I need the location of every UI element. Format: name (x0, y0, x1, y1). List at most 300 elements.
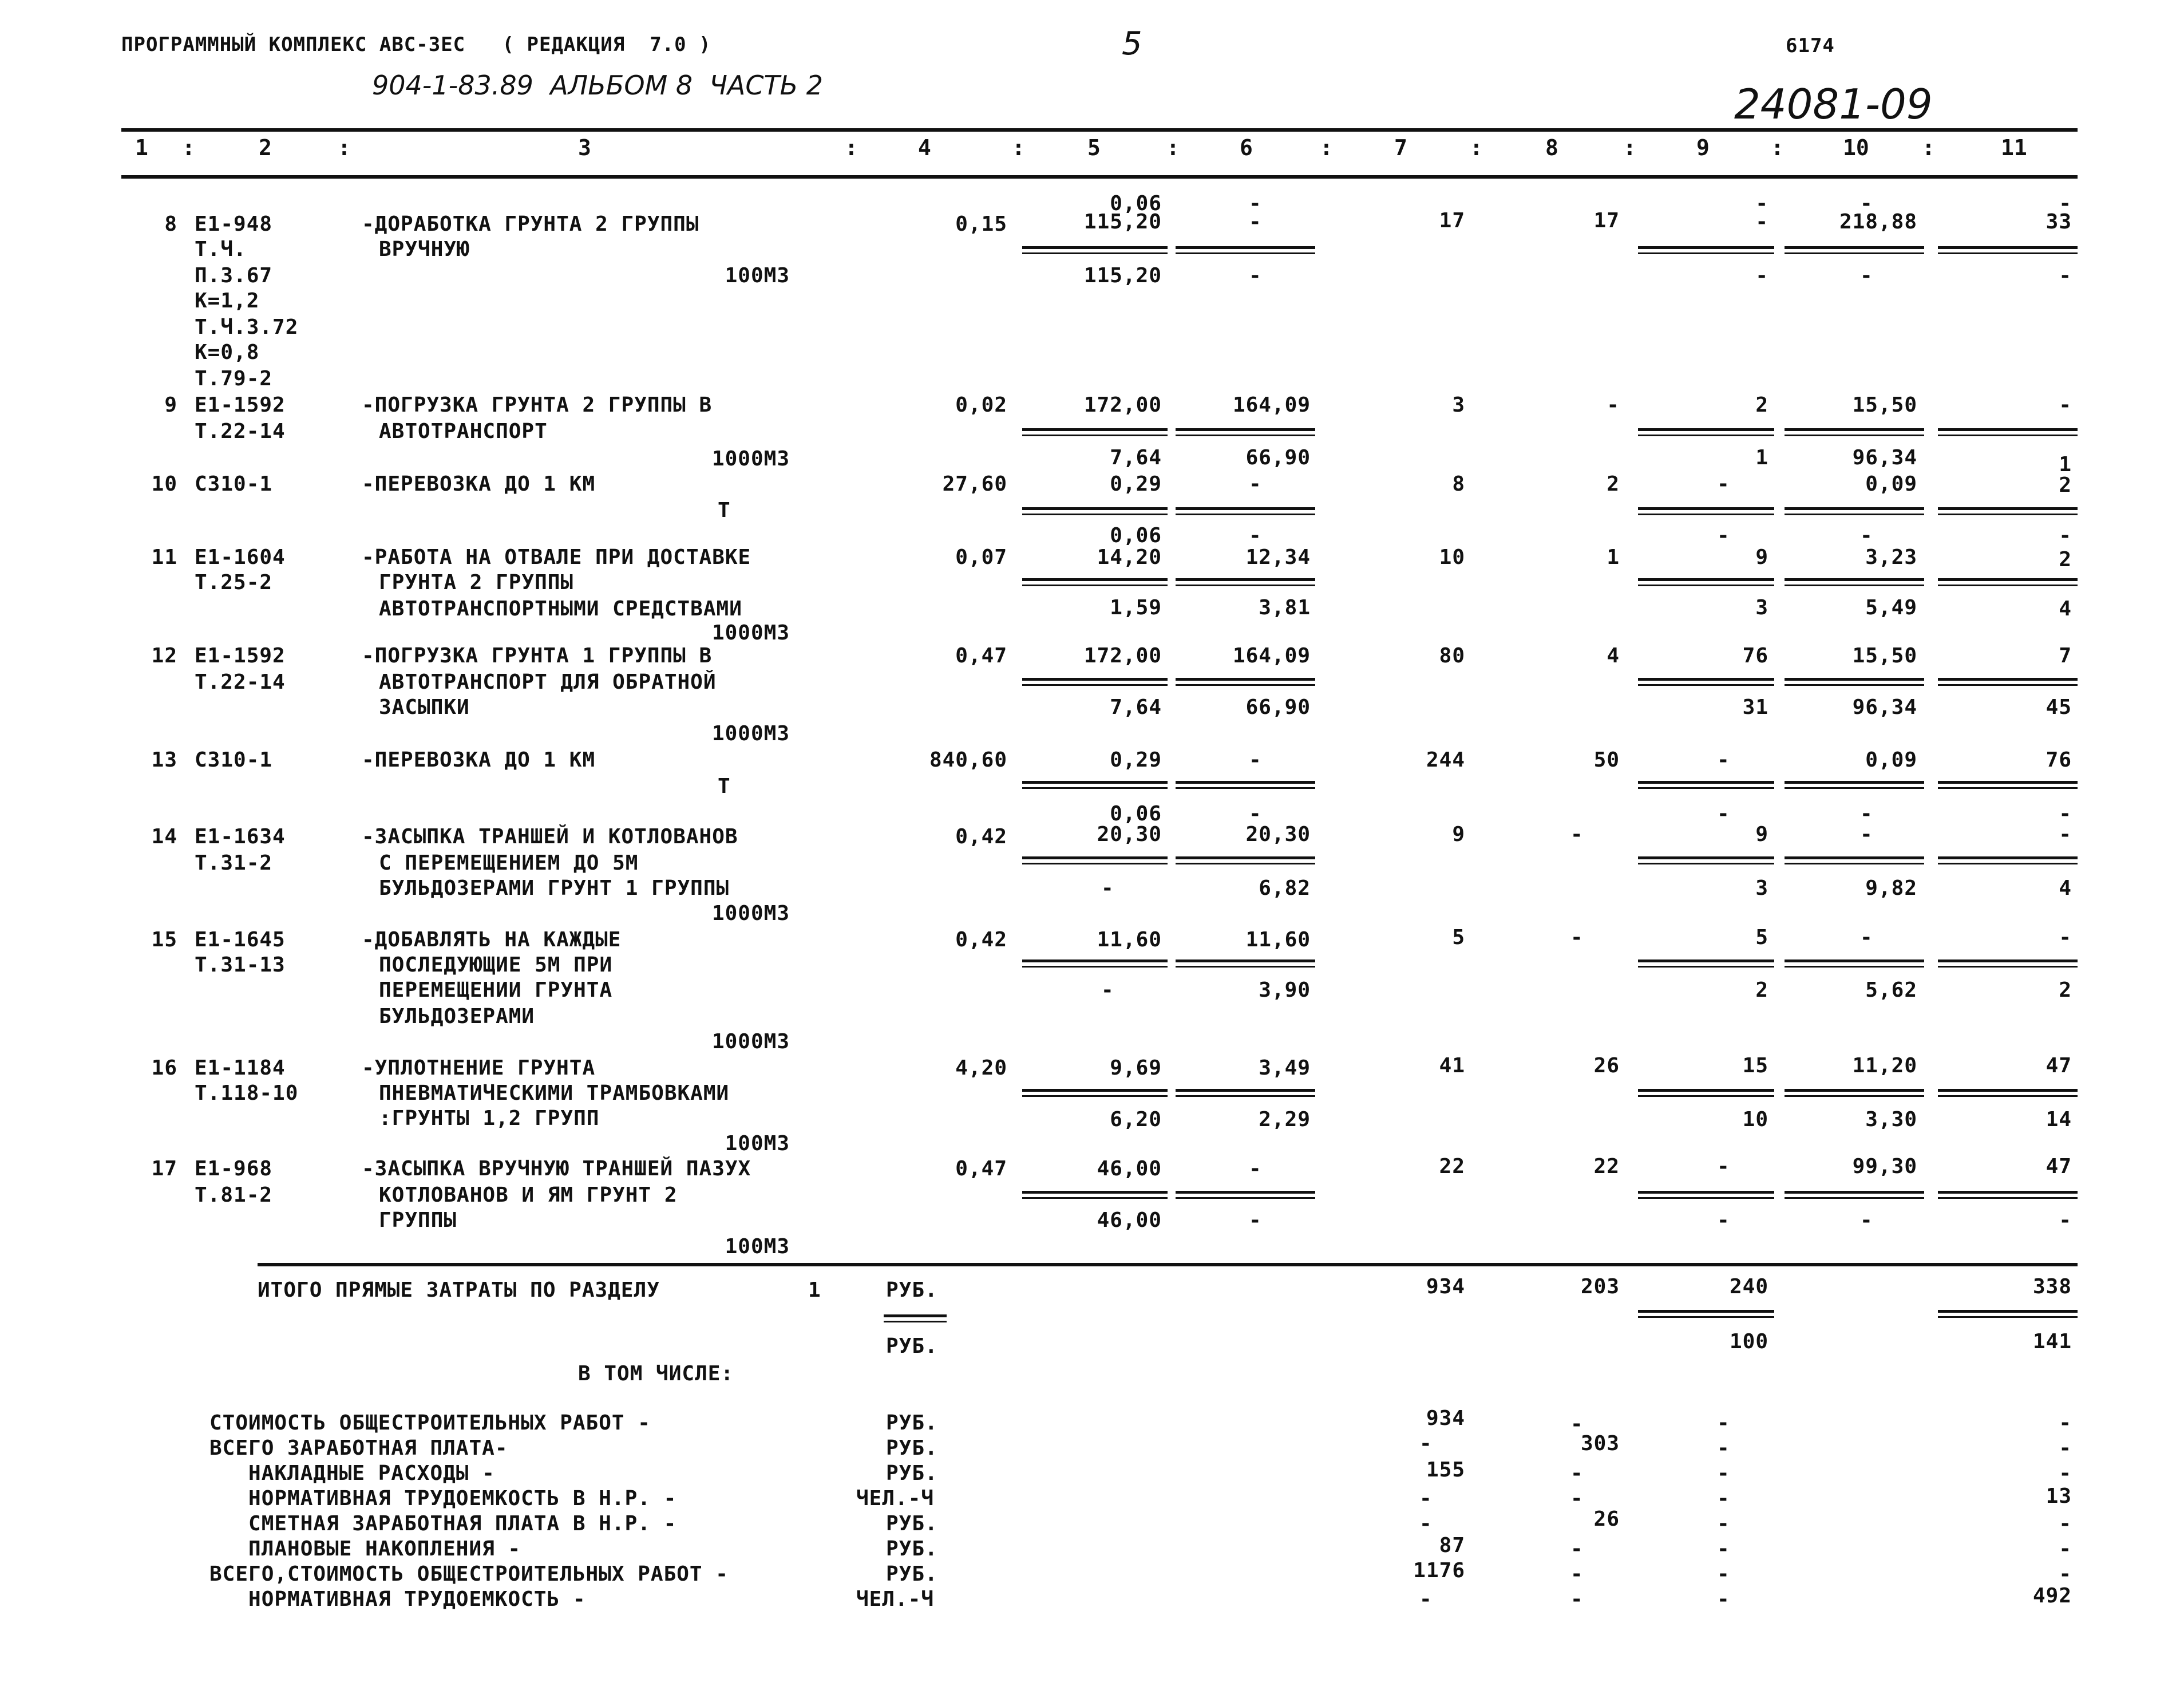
row-description: БУЛЬДОЗЕРАМИ (379, 1005, 535, 1028)
cell-underline (1176, 1089, 1315, 1097)
cell-col10: 218,88 (1839, 210, 1917, 234)
cell-col6: - (1249, 264, 1262, 287)
totals-col9: 240 (1729, 1275, 1768, 1298)
cell-col5: 20,30 (1097, 823, 1162, 846)
row-description: -РАБОТА НА ОТВАЛЕ ПРИ ДОСТАВКЕ (362, 546, 751, 569)
cell-underline (1638, 959, 1774, 968)
cell-col10: 0,09 (1865, 748, 1917, 772)
row-ref: Т.31-13 (195, 953, 286, 977)
cell-col10: - (1860, 926, 1873, 949)
row-description: -ПЕРЕВОЗКА ДО 1 КМ (362, 748, 596, 772)
row-description: КОТЛОВАНОВ И ЯМ ГРУНТ 2 (379, 1183, 678, 1207)
cell-underline (1022, 781, 1168, 789)
cell-underline (1938, 856, 2078, 864)
cell-col9: 3 (1755, 596, 1768, 619)
row-description: -УПЛОТНЕНИЕ ГРУНТА (362, 1056, 596, 1080)
summary-col11: 13 (2045, 1484, 2072, 1508)
cell-col8: - (1607, 393, 1620, 417)
cell-underline (1022, 507, 1168, 515)
row-number: 17 (151, 1157, 177, 1180)
summary-col8: - (1570, 1588, 1584, 1611)
cell-col10: - (1860, 192, 1873, 215)
row-number: 12 (151, 644, 177, 668)
cell-col11: 2 (2059, 978, 2072, 1002)
cell-col6: 66,90 (1245, 446, 1311, 469)
cell-underline (1938, 246, 2078, 254)
cell-col7: 17 (1439, 209, 1465, 232)
cell-col9: 3 (1755, 876, 1768, 900)
cell-col6: 20,30 (1245, 823, 1311, 846)
cell-col7: 244 (1426, 748, 1465, 772)
row-unit: 100М3 (725, 1132, 790, 1155)
summary-col7: - (1419, 1432, 1433, 1455)
row-ref: П.3.67 (195, 264, 273, 287)
cell-col10: 15,50 (1852, 393, 1917, 417)
cell-col6: 2,29 (1259, 1108, 1311, 1131)
row-quantity: 4,20 (955, 1056, 1007, 1080)
row-description: АВТОТРАНСПОРТНЫМИ СРЕДСТВАМИ (379, 597, 742, 621)
cell-col6: 11,60 (1245, 928, 1311, 951)
cell-underline (1022, 578, 1168, 586)
cell-col11: 4 (2059, 876, 2072, 900)
row-quantity: 0,15 (955, 212, 1007, 236)
totals-col8: 203 (1580, 1275, 1620, 1298)
cell-underline (1938, 507, 2078, 515)
row-description: -ЗАСЫПКА ТРАНШЕЙ И КОТЛОВАНОВ (362, 825, 738, 848)
summary-label: СМЕТНАЯ ЗАРАБОТНАЯ ПЛАТА В Н.Р. - (209, 1512, 677, 1535)
cell-col6: 12,34 (1245, 546, 1311, 569)
cell-col7: 41 (1439, 1054, 1465, 1077)
cell-col11: - (2059, 1209, 2072, 1232)
cell-underline (1638, 1310, 1774, 1318)
cell-underline (1938, 678, 2078, 686)
summary-col7: 1176 (1413, 1559, 1465, 1582)
cell-col5: 1,59 (1110, 596, 1162, 619)
cell-col8: 1 (1607, 546, 1620, 569)
cell-underline (1785, 781, 1924, 789)
row-unit: 100М3 (725, 264, 790, 287)
cell-underline (1022, 1089, 1168, 1097)
cell-col9: 1 (1755, 446, 1768, 469)
column-header-8: 8 (1545, 135, 1558, 160)
row-unit: 1000М3 (711, 902, 790, 925)
page-number: 5 (1122, 25, 1142, 62)
summary-col11: - (2059, 1462, 2072, 1485)
cell-col10: 3,30 (1865, 1108, 1917, 1131)
row-quantity: 0,47 (955, 1157, 1007, 1180)
column-header-4: 4 (918, 135, 931, 160)
summary-unit: РУБ. (886, 1411, 938, 1435)
totals-section: 1 (808, 1278, 821, 1302)
cell-underline (1785, 507, 1924, 515)
column-separators: : (1012, 135, 1025, 160)
cell-col8: - (1570, 823, 1584, 846)
cell-col11: 45 (2045, 696, 2072, 719)
row-unit: 1000М3 (711, 621, 790, 645)
row-description: -ПЕРЕВОЗКА ДО 1 КМ (362, 472, 596, 496)
cell-col10: 96,34 (1852, 446, 1917, 469)
cell-col6: 66,90 (1245, 696, 1311, 719)
cell-underline (1022, 428, 1168, 436)
cell-col5: 115,20 (1083, 210, 1162, 234)
cell-col5: 0,06 (1110, 524, 1162, 547)
cell-col6: - (1249, 472, 1262, 496)
cell-col11: 47 (2045, 1155, 2072, 1178)
summary-unit: РУБ. (886, 1462, 938, 1485)
row-description: :ГРУНТЫ 1,2 ГРУПП (379, 1107, 600, 1130)
cell-col11: 2 (2059, 473, 2072, 497)
row-description: -ДОБАВЛЯТЬ НА КАЖДЫЕ (362, 928, 622, 951)
cell-underline (1938, 578, 2078, 586)
cell-col11: 47 (2045, 1054, 2072, 1077)
cell-underline (1785, 578, 1924, 586)
cell-col6: - (1249, 192, 1262, 215)
summary-col11: - (2059, 1411, 2072, 1435)
row-code: E1-1184 (195, 1056, 286, 1080)
cell-underline (1785, 856, 1924, 864)
summary-col8: - (1570, 1537, 1584, 1561)
summary-col9: - (1717, 1487, 1730, 1510)
row-ref: Т.79-2 (195, 367, 273, 390)
cell-col11: - (2059, 264, 2072, 287)
cell-col11: 14 (2045, 1108, 2072, 1131)
cell-col8: 50 (1593, 748, 1620, 772)
cell-underline (1176, 856, 1315, 864)
row-quantity: 0,02 (955, 393, 1007, 417)
cell-underline (1638, 781, 1774, 789)
row-unit: 100М3 (725, 1235, 790, 1258)
column-separators: : (1470, 135, 1483, 160)
cell-col6: 164,09 (1232, 393, 1311, 417)
cell-underline (1176, 246, 1315, 254)
row-code: E1-968 (195, 1157, 273, 1180)
cell-col9: - (1717, 748, 1730, 772)
summary-col7: 155 (1426, 1458, 1465, 1482)
cell-col5: 0,29 (1110, 748, 1162, 772)
cell-col6: 3,81 (1259, 596, 1311, 619)
row-unit: Т (718, 775, 731, 798)
column-separators: : (182, 135, 195, 160)
cell-col6: - (1249, 1209, 1262, 1232)
row-ref: Т.22-14 (195, 670, 286, 694)
cell-underline (1638, 507, 1774, 515)
row-number: 16 (151, 1056, 177, 1080)
row-ref: К=1,2 (195, 289, 260, 313)
row-description: БУЛЬДОЗЕРАМИ ГРУНТ 1 ГРУППЫ (379, 876, 730, 900)
cell-col5: 0,29 (1110, 472, 1162, 496)
summary-col9: - (1717, 1537, 1730, 1561)
cell-underline (1176, 678, 1315, 686)
cell-col5: 172,00 (1083, 393, 1162, 417)
header-bottom-rule (121, 175, 2078, 179)
cell-col11: - (2059, 393, 2072, 417)
column-header-5: 5 (1087, 135, 1101, 160)
cell-col5: 9,69 (1110, 1056, 1162, 1080)
cell-col9: 15 (1742, 1054, 1768, 1077)
row-description: АВТОТРАНСПОРТ ДЛЯ ОБРАТНОЙ (379, 670, 717, 694)
summary-label: ВСЕГО,СТОИМОСТЬ ОБЩЕСТРОИТЕЛЬНЫХ РАБОТ - (209, 1562, 729, 1586)
summary-label: НОРМАТИВНАЯ ТРУДОЕМКОСТЬ В Н.Р. - (209, 1487, 677, 1510)
row-description: С ПЕРЕМЕЩЕНИЕМ ДО 5М (379, 851, 639, 875)
row-number: 14 (151, 825, 177, 848)
row-unit: 1000М3 (711, 1030, 790, 1053)
project-reference: 904-1-83.89 АЛЬБОМ 8 ЧАСТЬ 2 (372, 70, 824, 101)
row-unit: 1000М3 (711, 447, 790, 471)
row-unit: 1000М3 (711, 722, 790, 745)
cell-col9: 2 (1755, 978, 1768, 1002)
summary-col8: 26 (1593, 1507, 1620, 1531)
cell-col9: - (1717, 802, 1730, 826)
cell-col10: - (1860, 1209, 1873, 1232)
cell-col5: - (1101, 876, 1114, 900)
cell-underline (1785, 1191, 1924, 1199)
summary-col9: - (1717, 1436, 1730, 1460)
cell-col9: - (1755, 264, 1768, 287)
cell-col8: 17 (1593, 209, 1620, 232)
summary-col8: - (1570, 1462, 1584, 1485)
row-ref: Т.Ч.3.72 (195, 315, 299, 339)
summary-col9: - (1717, 1562, 1730, 1586)
row-code: E1-1592 (195, 644, 286, 668)
cell-underline (1638, 678, 1774, 686)
cell-col6: 6,82 (1259, 876, 1311, 900)
row-quantity: 0,47 (955, 644, 1007, 668)
cell-col7: 9 (1452, 823, 1465, 846)
cell-underline (1022, 856, 1168, 864)
cell-col5: 0,06 (1110, 192, 1162, 215)
row-description: ПНЕВМАТИЧЕСКИМИ ТРАМБОВКАМИ (379, 1081, 730, 1105)
program-title: ПРОГРАММНЫЙ КОМПЛЕКС АВС-ЗЕС ( РЕДАКЦИЯ 7.0 ) (121, 33, 711, 56)
cell-col11: - (2059, 823, 2072, 846)
cell-col8: 4 (1607, 644, 1620, 668)
row-description: ГРУНТА 2 ГРУППЫ (379, 571, 574, 594)
cell-col8: 2 (1607, 472, 1620, 496)
cell-col11: - (2059, 802, 2072, 826)
row-number: 10 (151, 472, 177, 496)
cell-col6: - (1249, 1157, 1262, 1180)
cell-underline (1176, 781, 1315, 789)
cell-col9: 9 (1755, 823, 1768, 846)
cell-col6: - (1249, 524, 1262, 547)
cell-col7: 22 (1439, 1155, 1465, 1178)
row-number: 8 (164, 212, 177, 236)
cell-col5: 172,00 (1083, 644, 1162, 668)
summary-label: НАКЛАДНЫЕ РАСХОДЫ - (209, 1462, 495, 1485)
column-header-11: 11 (2001, 135, 2027, 160)
code-right: 6174 (1786, 34, 1835, 57)
cell-col10: 5,62 (1865, 978, 1917, 1002)
cell-col9: 76 (1742, 644, 1768, 668)
row-code: E1-1604 (195, 546, 286, 569)
row-ref: Т.118-10 (195, 1081, 299, 1105)
row-code: E1-1592 (195, 393, 286, 417)
summary-col11: - (2059, 1537, 2072, 1561)
cell-col5: 0,06 (1110, 802, 1162, 826)
cell-col11: - (2059, 192, 2072, 215)
row-description: АВТОТРАНСПОРТ (379, 420, 548, 443)
cell-col8: - (1570, 926, 1584, 949)
cell-col11: 7 (2059, 644, 2072, 668)
summary-col11: - (2059, 1512, 2072, 1535)
cell-col6: 164,09 (1232, 644, 1311, 668)
column-header-3: 3 (578, 135, 591, 160)
cell-col9: 31 (1742, 696, 1768, 719)
cell-col9: - (1717, 1155, 1730, 1178)
cell-underline (1785, 1089, 1924, 1097)
cell-underline (1022, 246, 1168, 254)
cell-col6: - (1249, 748, 1262, 772)
row-number: 11 (151, 546, 177, 569)
cell-col7: 3 (1452, 393, 1465, 417)
row-ref: Т.81-2 (195, 1183, 273, 1207)
cell-col10: 11,20 (1852, 1054, 1917, 1077)
cell-underline (1638, 246, 1774, 254)
column-header-1: 1 (135, 135, 148, 160)
cell-col10: 9,82 (1865, 876, 1917, 900)
cell-col11: - (2059, 524, 2072, 547)
totals-col11: 141 (2032, 1330, 2072, 1353)
summary-col8: - (1570, 1487, 1584, 1510)
cell-col10: - (1860, 264, 1873, 287)
column-header-6: 6 (1240, 135, 1253, 160)
summary-col11: - (2059, 1436, 2072, 1460)
row-number: 9 (164, 393, 177, 417)
cell-underline (1638, 1191, 1774, 1199)
column-header-9: 9 (1696, 135, 1710, 160)
row-code: E1-948 (195, 212, 273, 236)
row-quantity: 0,42 (955, 928, 1007, 951)
totals-col9: 100 (1729, 1330, 1768, 1353)
totals-col11: 338 (2032, 1275, 2072, 1298)
column-separators: : (1623, 135, 1636, 160)
cell-col5: 115,20 (1083, 264, 1162, 287)
cell-col11: 76 (2045, 748, 2072, 772)
cell-underline (1938, 1089, 2078, 1097)
cell-underline (1022, 959, 1168, 968)
row-description: -ПОГРУЗКА ГРУНТА 1 ГРУППЫ В (362, 644, 713, 668)
summary-unit: ЧЕЛ.-Ч (856, 1487, 935, 1510)
cell-col9: - (1755, 210, 1768, 234)
row-code: E1-1645 (195, 928, 286, 951)
cell-underline (1638, 1089, 1774, 1097)
cell-underline (1785, 246, 1924, 254)
cell-col9: 9 (1755, 546, 1768, 569)
cell-col7: 10 (1439, 546, 1465, 569)
row-description: ПОСЛЕДУЮЩИЕ 5М ПРИ (379, 953, 613, 977)
row-ref: Т.31-2 (195, 851, 273, 875)
cell-col5: 7,64 (1110, 446, 1162, 469)
column-separators: : (1771, 135, 1784, 160)
row-quantity: 27,60 (942, 472, 1007, 496)
row-description: -ЗАСЫПКА ВРУЧНУЮ ТРАНШЕЙ ПАЗУХ (362, 1157, 751, 1180)
cell-underline (1938, 781, 2078, 789)
cell-underline (1638, 428, 1774, 436)
column-separators: : (338, 135, 351, 160)
summary-col8: - (1570, 1562, 1584, 1586)
row-description: ПЕРЕМЕЩЕНИИ ГРУНТА (379, 978, 613, 1002)
cell-col5: 6,20 (1110, 1108, 1162, 1131)
cell-underline (1638, 856, 1774, 864)
cell-underline (1176, 1191, 1315, 1199)
summary-col11: 492 (2032, 1584, 2072, 1608)
row-number: 13 (151, 748, 177, 772)
totals-unit: РУБ. (886, 1334, 938, 1358)
cell-col5: 11,60 (1097, 928, 1162, 951)
row-code: C310-1 (195, 472, 273, 496)
cell-col11: 33 (2045, 210, 2072, 234)
cell-underline (1938, 959, 2078, 968)
summary-unit: ЧЕЛ.-Ч (856, 1588, 935, 1611)
row-ref: Т.Ч. (195, 238, 247, 261)
cell-col5: 7,64 (1110, 696, 1162, 719)
summary-col7: - (1419, 1512, 1433, 1535)
summary-col8: 303 (1580, 1432, 1620, 1455)
cell-col10: - (1860, 802, 1873, 826)
summary-unit: РУБ. (886, 1562, 938, 1586)
cell-col11: 2 (2059, 548, 2072, 571)
cell-col11: - (2059, 926, 2072, 949)
summary-unit: РУБ. (886, 1436, 938, 1460)
cell-col9: - (1755, 192, 1768, 215)
cell-col9: - (1717, 524, 1730, 547)
cell-col9: 2 (1755, 393, 1768, 417)
summary-label: ВСЕГО ЗАРАБОТНАЯ ПЛАТА- (209, 1436, 508, 1460)
row-quantity: 0,07 (955, 546, 1007, 569)
cell-col6: 3,90 (1259, 978, 1311, 1002)
column-separators: : (1922, 135, 1935, 160)
column-header-7: 7 (1394, 135, 1407, 160)
summary-col9: - (1717, 1512, 1730, 1535)
column-separators: : (1320, 135, 1333, 160)
column-header-2: 2 (259, 135, 272, 160)
column-separators: : (845, 135, 858, 160)
cell-col6: - (1249, 802, 1262, 826)
summary-unit: РУБ. (886, 1512, 938, 1535)
cell-col5: - (1101, 978, 1114, 1002)
including-heading: В ТОМ ЧИСЛЕ: (578, 1362, 734, 1385)
cell-col10: 96,34 (1852, 696, 1917, 719)
totals-top-rule (258, 1263, 2078, 1266)
cell-col8: 26 (1593, 1054, 1620, 1077)
cell-underline (1176, 428, 1315, 436)
cell-col9: - (1717, 1209, 1730, 1232)
summary-col9: - (1717, 1588, 1730, 1611)
cell-underline (1785, 678, 1924, 686)
row-code: C310-1 (195, 748, 273, 772)
cell-underline (1638, 578, 1774, 586)
cell-underline (1176, 507, 1315, 515)
row-description: ГРУППЫ (379, 1209, 457, 1232)
cell-col11: 4 (2059, 597, 2072, 621)
cell-underline (1022, 1191, 1168, 1199)
row-unit: Т (718, 499, 731, 522)
cell-col11: 1 (2059, 453, 2072, 476)
summary-col7: 934 (1426, 1407, 1465, 1430)
cell-underline (1785, 428, 1924, 436)
cell-col10: - (1860, 823, 1873, 846)
summary-col9: - (1717, 1462, 1730, 1485)
row-quantity: 0,42 (955, 825, 1007, 848)
row-description: -ДОРАБОТКА ГРУНТА 2 ГРУППЫ (362, 212, 699, 236)
row-number: 15 (151, 928, 177, 951)
row-ref: Т.22-14 (195, 420, 286, 443)
summary-col7: - (1419, 1487, 1433, 1510)
header-top-rule (121, 128, 2078, 132)
cell-col7: 80 (1439, 644, 1465, 668)
cell-col10: 3,23 (1865, 546, 1917, 569)
cell-col7: 5 (1452, 926, 1465, 949)
row-code: E1-1634 (195, 825, 286, 848)
